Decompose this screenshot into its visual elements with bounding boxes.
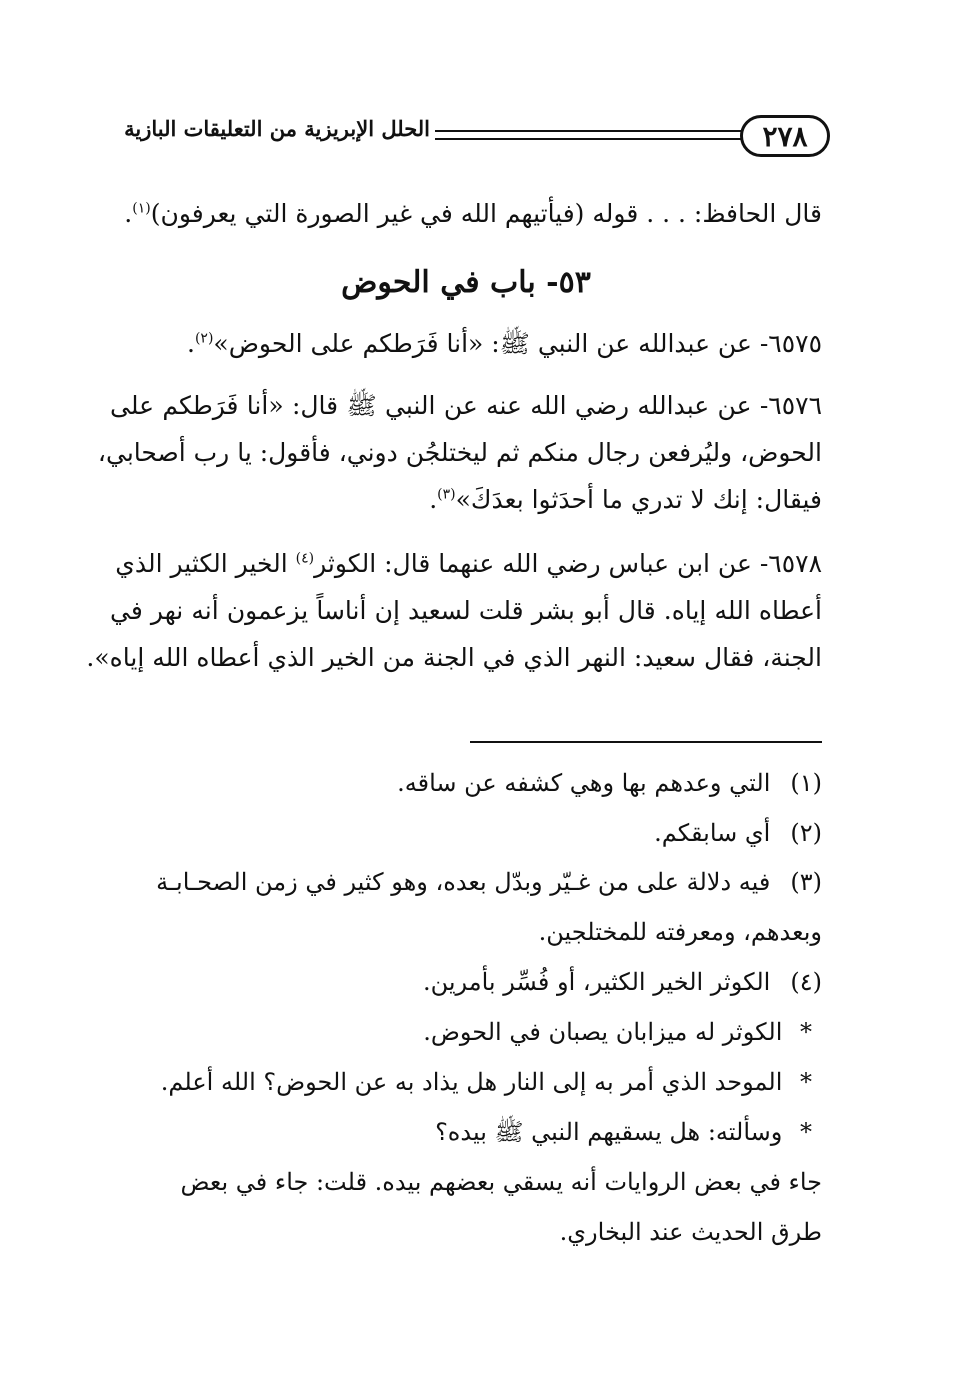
hadith-line: الجنة، فقال سعيد: النهر الذي في الجنة من الخير الذي أعطاه الله إياه».	[86, 643, 822, 672]
hadith-line: الحوض، وليُرفعن رجال منكم ثم ليختلجُن دوني، فأقول: يا رب أصحابي،	[97, 438, 822, 467]
footnote-text: الكوثر له ميزابان يصبان في الحوض.	[423, 1018, 783, 1046]
intro-paragraph	[110, 190, 822, 237]
footnote-answer-continued	[110, 1207, 866, 1257]
footnote-bullet-1	[110, 1007, 822, 1057]
chapter-heading: ٥٣- باب في الحوض	[341, 265, 591, 300]
intro-end: .	[124, 199, 133, 228]
footnote-1	[110, 758, 822, 808]
hadith-line: فيقال: إنك لا تدري ما أحدَثوا بعدَكَ»	[455, 485, 822, 514]
asterisk-icon: *	[800, 1118, 812, 1146]
hadith-6575	[110, 320, 822, 367]
hadith-line: الخير الكثير الذي	[115, 549, 296, 578]
footnote-bullet-2	[110, 1057, 822, 1107]
footnote-ref: (١)	[132, 200, 151, 217]
hadith-end: .	[429, 485, 438, 514]
page-number: ٢٧٨	[762, 119, 808, 153]
footnote-answer	[110, 1157, 866, 1207]
hadith-line: ٦٥٧٨- عن ابن عباس رضي الله عنهما قال: الكوثر	[314, 549, 822, 578]
footnote-bullet-3	[110, 1107, 822, 1157]
footnote-text: الموحد الذي أمر به إلى النار هل يذاد به عن الحوض؟ الله أعلم.	[160, 1068, 783, 1096]
footnote-text: التي وعدهم بها وهي كشفه عن ساقه.	[397, 769, 771, 797]
hadith-6578	[86, 540, 822, 681]
hadith-end: .	[186, 329, 195, 358]
asterisk-icon: *	[800, 1018, 812, 1046]
footnote-text: طرق الحديث عند البخاري.	[559, 1218, 822, 1246]
footnote-number: (٣)	[790, 868, 822, 896]
page-number-badge	[740, 115, 830, 157]
footnote-text: جاء في بعض الروايات أنه يسقي بعضهم بيده. قلت: جاء في بعض	[180, 1168, 822, 1196]
footnote-ref: (٤)	[295, 550, 315, 567]
footnote-number: (٤)	[790, 968, 822, 996]
running-title: الحلل الإبريزية من التعليقات البازية	[124, 116, 430, 141]
hadith-6576	[97, 382, 822, 523]
hadith-line: ٦٥٧٦- عن عبدالله رضي الله عنه عن النبي ﷺ قال: «أنا فَرَطكم على	[110, 391, 822, 420]
footnote-separator	[470, 741, 822, 743]
footnote-text: وبعدهم، ومعرفته للمختلجين.	[538, 918, 822, 946]
intro-text: قال الحافظ: . . . قوله (فيأتيهم الله في غير الصورة التي يعرفون)	[150, 199, 822, 228]
footnote-3	[110, 857, 822, 907]
hadith-line: أعطاه الله إياه. قال أبو بشر قلت لسعيد إن أناساً يزعمون أنه نهر في	[110, 596, 822, 625]
footnote-2	[110, 808, 822, 858]
footnote-number: (١)	[790, 769, 822, 797]
footnote-text: فيه دلالة على من غـيّر وبدّل بعده، وهو كثير في زمن الصحـابـة	[156, 868, 771, 896]
footnote-4	[110, 957, 822, 1007]
footnote-text: وسألته: هل يسقيهم النبي ﷺ بيده؟	[435, 1118, 783, 1146]
footnote-ref: (٢)	[194, 330, 214, 347]
footnote-text: أي سابقكم.	[654, 819, 771, 847]
header-rule	[435, 130, 743, 140]
footnote-text: الكوثر الخير الكثير، أو فُسِّر بأمرين.	[422, 968, 771, 996]
hadith-text: ٦٥٧٥- عن عبدالله عن النبي ﷺ: «أنا فَرَطكم على الحوض»	[213, 329, 822, 358]
asterisk-icon: *	[800, 1068, 812, 1096]
footnote-ref: (٣)	[437, 486, 456, 503]
footnote-3-continued	[110, 907, 866, 957]
footnote-number: (٢)	[790, 819, 822, 847]
